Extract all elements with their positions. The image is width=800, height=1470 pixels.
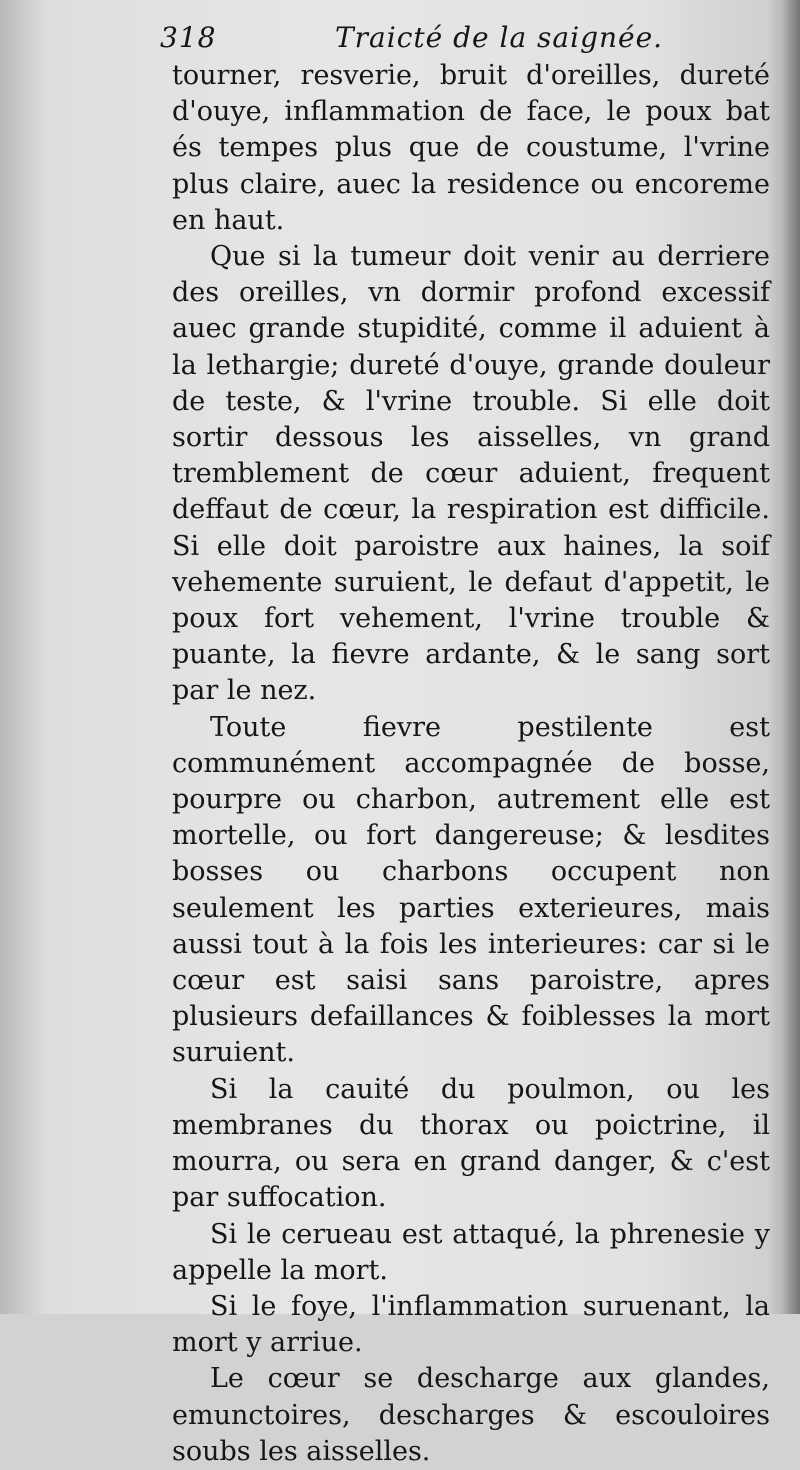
paragraph: tourner, resverie, bruit d'oreilles, dureté d'ouye, inflammation de face, le poux bat és tempes plus que de coustume, l'vrine plus claire, auec la residence ou encoreme en haut. xyxy=(172,60,770,236)
running-title: Traicté de la saignée. xyxy=(335,21,664,54)
paragraph: Toute fievre pestilente est communément accompagnée de bosse, pourpre ou charbon, autrement elle est mortelle, ou fort dangereuse; & lesdites bosses ou charbons occupent non seulement les parties exterieures, mais aussi tout à la fois les interieures: car si le cœur est saisi sans paroistre, apres plusieurs defaillances & foiblesses la mort suruient. xyxy=(172,711,770,1069)
page-edge-shadow xyxy=(782,0,800,1314)
paragraph: Si le foye, l'inflammation suruenant, la mort y arriue. xyxy=(172,1290,770,1359)
page-number: 318 xyxy=(160,21,217,54)
paragraph: Que si la tumeur doit venir au derriere des oreilles, vn dormir profond excessif auec grande stupidité, comme il aduient à la lethargie; dureté d'ouye, grande douleur de teste, & l'vrine trouble. Si elle doit sortir dessous les aisselles, vn grand tremblement de cœur aduient, frequent deffaut de cœur, la respiration est difficile. Si elle doit paroistre aux haines, la soif vehemente suruient, le defaut d'appetit, le poux fort vehement, l'vrine trouble & puante, la fievre ardante, & le sang sort par le nez. xyxy=(172,241,770,707)
paragraph: Si la cauité du poulmon, ou les membranes du thorax ou poictrine, il mourra, ou sera en grand danger, & c'est par suffocation. xyxy=(172,1073,770,1214)
body-text xyxy=(172,58,770,1470)
paragraph: Le cœur se descharge aux glandes, emunctoires, descharges & escouloires soubs les aisselles. xyxy=(172,1363,770,1467)
page-header xyxy=(160,18,760,58)
paragraph: Si le cerueau est attaqué, la phrenesie y appelle la mort. xyxy=(172,1218,770,1286)
